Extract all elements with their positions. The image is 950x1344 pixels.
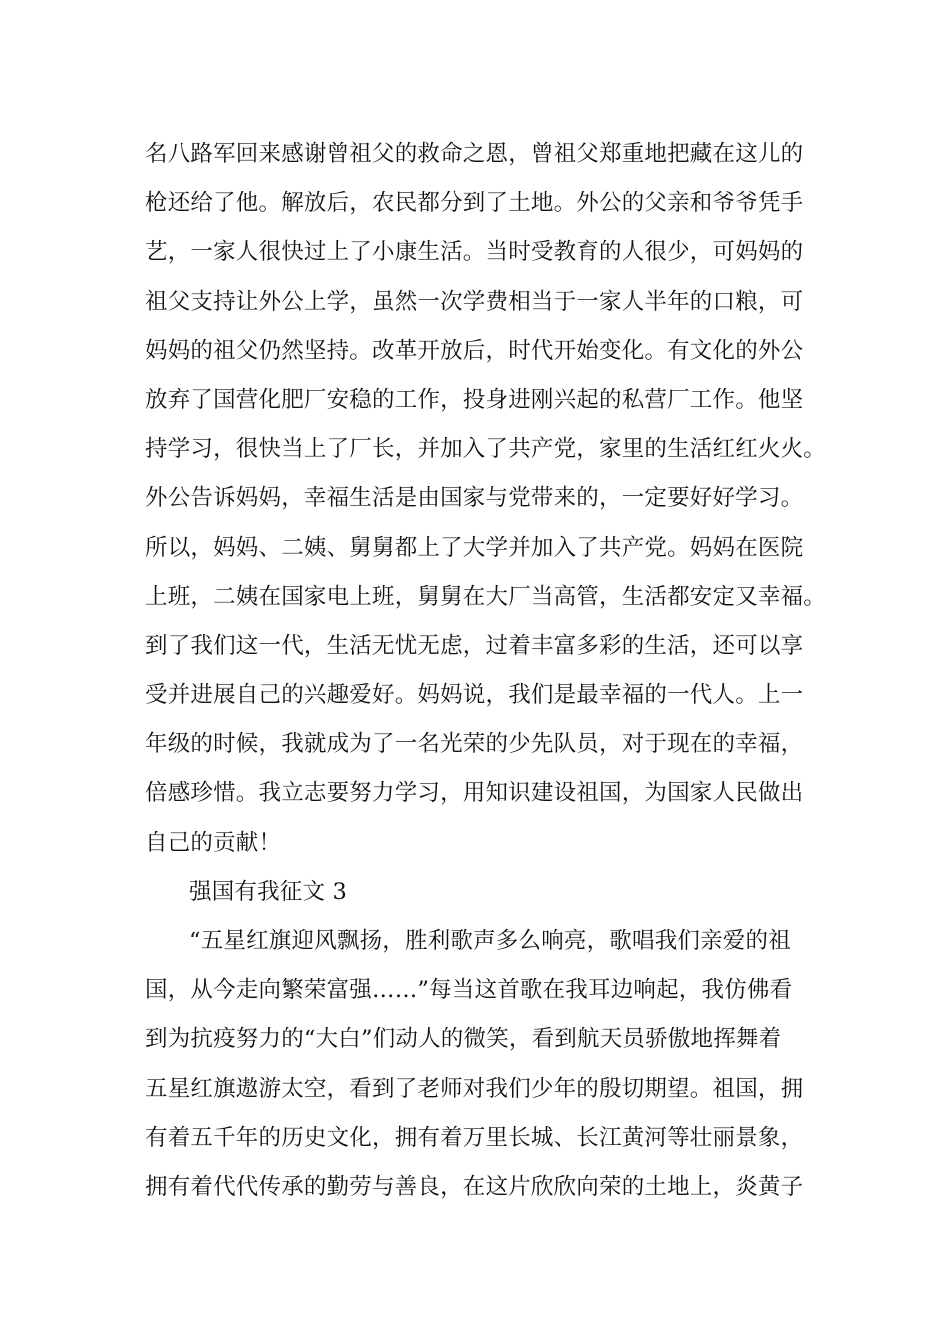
text-line: 倍感珍惜。我立志要努力学习，用知识建设祖国，为国家人民做出 bbox=[145, 780, 804, 807]
text-line: 外公告诉妈妈，幸福生活是由国家与党带来的，一定要好好学习。 bbox=[145, 485, 804, 512]
text-line: 国，从今走向繁荣富强……”每当这首歌在我耳边响起，我仿佛看 bbox=[145, 977, 793, 1004]
text-line: 年级的时候，我就成为了一名光荣的少先队员，对于现在的幸福， bbox=[145, 731, 804, 758]
text-line: 上班，二姨在国家电上班，舅舅在大厂当高管，生活都安定又幸福。 bbox=[145, 583, 827, 610]
text-line: 有着五千年的历史文化，拥有着万里长城、长江黄河等壮丽景象， bbox=[145, 1124, 804, 1151]
text-line: 受并进展自己的兴趣爱好。妈妈说，我们是最幸福的一代人。上一 bbox=[145, 682, 804, 709]
text-line: 强国有我征文 3 bbox=[189, 878, 348, 905]
text-line: “五星红旗迎风飘扬，胜利歌声多么响亮，歌唱我们亲爱的祖 bbox=[189, 928, 791, 954]
text-line: 到为抗疫努力的“大白”们动人的微笑，看到航天员骄傲地挥舞着 bbox=[145, 1026, 782, 1053]
text-line: 拥有着代代传承的勤劳与善良，在这片欣欣向荣的土地上，炎黄子 bbox=[145, 1173, 804, 1200]
text-line: 自己的贡献！ bbox=[145, 829, 282, 856]
text-line: 持学习，很快当上了厂长，并加入了共产党，家里的生活红红火火。 bbox=[145, 436, 827, 463]
text-line: 五星红旗遨游太空，看到了老师对我们少年的殷切期望。祖国，拥 bbox=[145, 1075, 804, 1102]
text-line: 枪还给了他。解放后，农民都分到了土地。外公的父亲和爷爷凭手 bbox=[145, 190, 804, 217]
text-line: 名八路军回来感谢曾祖父的救命之恩，曾祖父郑重地把藏在这儿的 bbox=[145, 141, 804, 167]
body-text bbox=[145, 130, 825, 1212]
text-line: 妈妈的祖父仍然坚持。改革开放后，时代开始变化。有文化的外公 bbox=[145, 337, 804, 364]
text-line: 所以，妈妈、二姨、舅舅都上了大学并加入了共产党。妈妈在医院 bbox=[145, 534, 804, 561]
text-line: 艺，一家人很快过上了小康生活。当时受教育的人很少，可妈妈的 bbox=[145, 239, 804, 266]
text-line: 放弃了国营化肥厂安稳的工作，投身进刚兴起的私营厂工作。他坚 bbox=[145, 386, 804, 413]
text-line: 祖父支持让外公上学，虽然一次学费相当于一家人半年的口粮，可 bbox=[145, 288, 804, 315]
text-line: 到了我们这一代，生活无忧无虑，过着丰富多彩的生活，还可以享 bbox=[145, 632, 804, 659]
